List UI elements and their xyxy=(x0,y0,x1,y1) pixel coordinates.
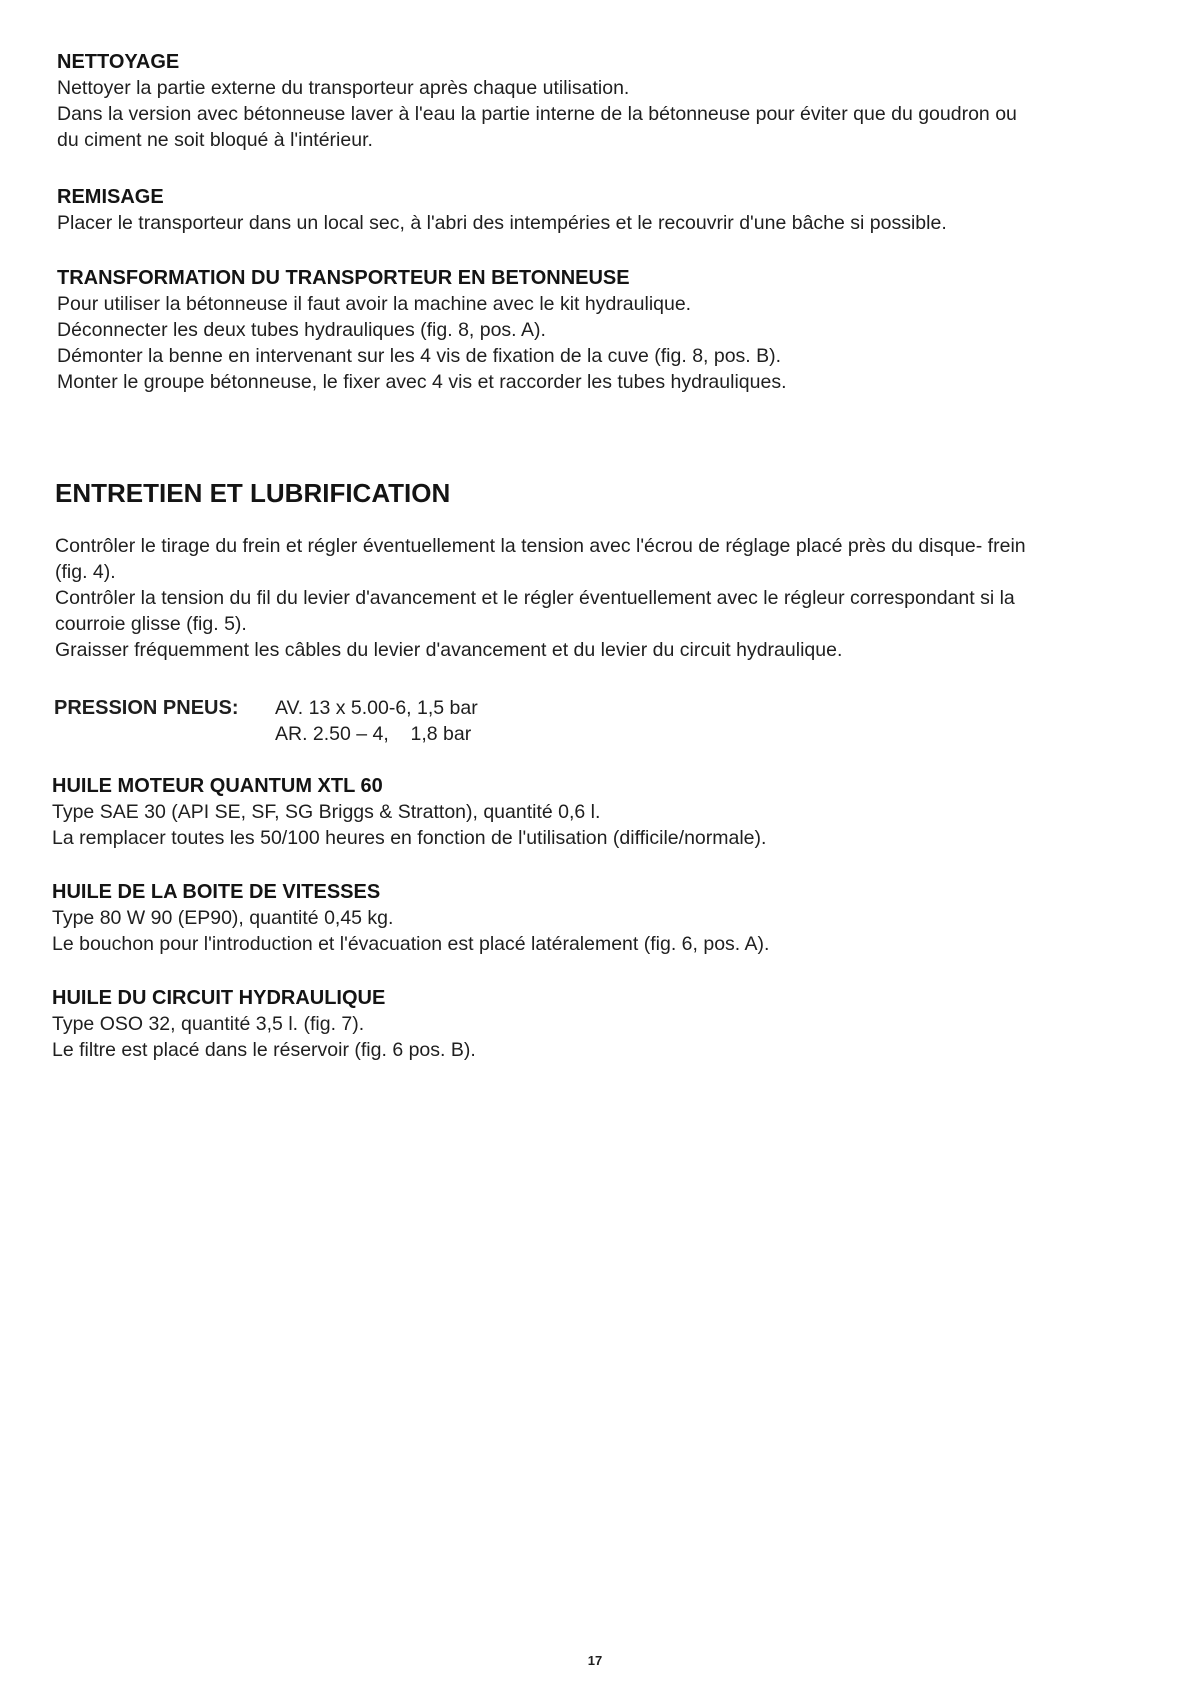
text-line: Démonter la benne en intervenant sur les 4 vis de fixation de la cuve (fig. 8, pos. B). xyxy=(57,345,782,367)
section-pression-pneus xyxy=(54,695,654,751)
pression-front: AV. 13 x 5.00-6, 1,5 bar xyxy=(275,697,478,719)
pression-label: PRESSION PNEUS: xyxy=(54,697,239,719)
text-line: Graisser fréquemment les câbles du levier d'avancement et du levier du circuit hydraulique. xyxy=(55,639,843,661)
section-huile-hydraulique xyxy=(52,986,476,1063)
text-line: Le bouchon pour l'introduction et l'évacuation est placé latéralement (fig. 6, pos. A). xyxy=(52,933,770,955)
section-huile-boite xyxy=(52,880,769,957)
text-line: Le filtre est placé dans le réservoir (fig. 6 pos. B). xyxy=(52,1039,476,1061)
text-line: Monter le groupe bétonneuse, le fixer avec 4 vis et raccorder les tubes hydrauliques. xyxy=(57,371,787,393)
text-line: La remplacer toutes les 50/100 heures en fonction de l'utilisation (difficile/normale). xyxy=(52,827,767,849)
pression-rear: AR. 2.50 – 4, 1,8 bar xyxy=(275,723,472,745)
text-line: Déconnecter les deux tubes hydrauliques (fig. 8, pos. A). xyxy=(57,319,546,341)
section-huile-moteur xyxy=(52,774,766,851)
section-title: HUILE MOTEUR QUANTUM XTL 60 xyxy=(52,775,383,797)
section-title: NETTOYAGE xyxy=(57,51,180,73)
section-title: HUILE DU CIRCUIT HYDRAULIQUE xyxy=(52,987,386,1009)
text-line: (fig. 4). xyxy=(55,561,116,583)
text-line: du ciment ne soit bloqué à l'intérieur. xyxy=(57,129,373,151)
section-title: HUILE DE LA BOITE DE VITESSES xyxy=(52,881,381,903)
main-heading: ENTRETIEN ET LUBRIFICATION xyxy=(55,478,451,508)
text-line: Type 80 W 90 (EP90), quantité 0,45 kg. xyxy=(52,907,394,929)
text-line: Type SAE 30 (API SE, SF, SG Briggs & Stratton), quantité 0,6 l. xyxy=(52,801,601,823)
page-number: 17 xyxy=(587,1653,603,1668)
text-line: Nettoyer la partie externe du transporteur après chaque utilisation. xyxy=(57,77,630,99)
section-entretien xyxy=(55,477,450,509)
text-line: Contrôler le tirage du frein et régler éventuellement la tension avec l'écrou de réglage placé près du disque- frein xyxy=(55,535,1026,557)
text-line: Placer le transporteur dans un local sec, à l'abri des intempéries et le recouvrir d'une bâche si possible. xyxy=(57,212,947,234)
section-title: REMISAGE xyxy=(57,186,164,208)
text-line: Contrôler la tension du fil du levier d'avancement et le régler éventuellement avec le régleur correspondant si la xyxy=(55,587,1015,609)
text-line: courroie glisse (fig. 5). xyxy=(55,613,247,635)
section-title: TRANSFORMATION DU TRANSPORTEUR EN BETONNEUSE xyxy=(57,267,630,289)
text-line: Type OSO 32, quantité 3,5 l. (fig. 7). xyxy=(52,1013,365,1035)
entretien-body xyxy=(55,533,1026,663)
section-remisage xyxy=(57,185,947,236)
text-line: Dans la version avec bétonneuse laver à l'eau la partie interne de la bétonneuse pour éviter que du goudron ou xyxy=(57,103,1017,125)
text-line: Pour utiliser la bétonneuse il faut avoir la machine avec le kit hydraulique. xyxy=(57,293,692,315)
section-transformation xyxy=(57,266,787,395)
section-nettoyage xyxy=(57,50,1017,153)
